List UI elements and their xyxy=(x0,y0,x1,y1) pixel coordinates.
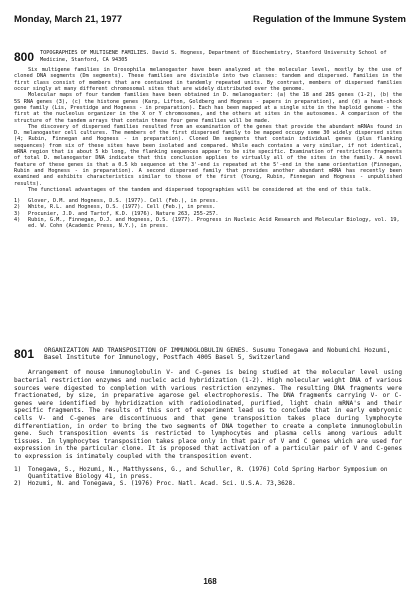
abstract-body xyxy=(14,67,402,193)
reference-number: 1) xyxy=(14,198,21,205)
abstract-body xyxy=(14,369,402,460)
abstract-paragraph: Arrangement of mouse immunoglobulin V- and C-genes is being studied at the molecular level using bacterial restriction enzymes and nucleic acid hybridization (1-2). High molecular weight DNA of various sources were digested to completion with various restriction enzymes. The resulting DNA fragments were fractionated, by size, in preparative agarose gel electrophoresis. The DNA fragments carrying V- or C-genes were identified by hybridization with radioiodinated, purified, light chain mRNA's and their specific fragments. The results of this sort of experiment lead us to conclude that in early embryonic cells V- and C-genes are discontinuous and that gene transposition takes place during lymphocyte differentiation, in order to bring the two segments of DNA together to create a complete immunoglobulin gene. Such transposition events is restricted to lymphocytes and plasma cells among various adult tissues. In lymphocytes transposition takes place only in that pair of V and C genes which are used for expression in the particular clone. It is proposed that activation of a particular pair of V and C-genes to expression is intimately coupled with the transposition event. xyxy=(14,369,402,460)
reference-number: 3) xyxy=(14,210,21,217)
reference-text: Tonegawa, S., Hozumi, N., Matthyssens, G., and Schuller, R. (1976) Cold Spring Harbor Symposium on Quantitative Biology 41, in press. xyxy=(28,465,388,480)
abstract-paragraph: The discovery of dispersed families resulted from an examination of the genes that provide the abundant mRNAs found in D. melanogaster cell cultures. The members of the first dispersed family to be mapped occupy some 30 widely dispersed sites (4; Rubin, Finnegan and Hogness - in preparation). Cloned Dm segments that contain individual genes (plus flanking sequences) from six of these sites have been isolated and compared. While each contains a very similar, if not identical, mRNA region that is about 5 kb long, the flanking sequences appear to be site specific. Examination of restriction fragments of total D. melanogaster DNA indicate that this conclusion applies to virtually all of the sites in the family. A novel feature of these genes is that a 0.5 kb sequence at the 3'-end is repeated at the 5'-end in the same orientation (Finnegan, Rubin and Hogness - in preparation). A second dispersed family that provides another abundant mRNA has recently been examined and exhibits characteristics similar to those of the first (Young, Rubin, Finnegan and Hogness - unpublished results). xyxy=(14,123,402,187)
reference-text: Hozumi, N. and Tonegawa, S. (1976) Proc. Natl. Acad. Sci. U.S.A. 73,3628. xyxy=(28,480,296,488)
abstract-number: 801 xyxy=(14,347,35,361)
header-section-title: Regulation of the Immune System xyxy=(252,14,406,25)
reference-number: 2) xyxy=(14,480,22,488)
abstract-800 xyxy=(14,50,402,230)
running-header xyxy=(14,14,406,28)
reference-list xyxy=(14,466,402,488)
reference-text: Procunier, J.D. and Tartof, K.D. (1976). Nature 263, 255-257. xyxy=(28,210,219,217)
abstract-801 xyxy=(14,347,402,488)
reference-text: Glover, D.M. and Hogness, D.S. (1977). Cell (Feb.), in press. xyxy=(28,198,219,205)
reference-list xyxy=(14,198,402,229)
page-number: 168 xyxy=(203,577,217,586)
abstract-title: TOPOGRAPHIES OF MULTIGENE FAMILIES. David S. Hogness, Department of Biochemistry, Stanford University School of Medicine, Stanford, CA 94305 xyxy=(40,50,390,63)
reference-text: Rubin, G.M., Finnegan, D.J. and Hogness, D.S. (1977). Progress in Nucleic Acid Research and Molecular Biology, vol. 19, ed. W. Cohn (Academic Press, N.Y.), in press. xyxy=(28,217,400,230)
header-date: Monday, March 21, 1977 xyxy=(14,14,123,25)
reference-item xyxy=(14,217,402,230)
abstract-paragraph: Six multigene families in Drosophila melanogaster have been analyzed at the molecular level, mostly by the use of cloned DNA segments (Dm segments). These families are divisible into two classes: tandem and dispersed. Families in the first class consist of members that are contained in tandemly repeated units. By contrast, members of dispersed families occur singly at many different chromosomal sites that are widely distributed over the genome. xyxy=(14,67,402,93)
reference-number: 2) xyxy=(14,204,21,211)
abstract-title: ORGANIZATION AND TRANSPOSITION OF IMMUNOGLOBULIN GENES. Susumu Tonegawa and Nobumichi Hozumi, Basel Institute for Immunology, Postfach 4005 Basel 5, Switzerland xyxy=(44,347,395,362)
reference-number: 4) xyxy=(14,217,21,224)
reference-text: White, R.L. and Hogness, D.S. (1977). Cell (Feb.), in press. xyxy=(28,204,216,211)
abstract-number: 800 xyxy=(14,50,35,64)
abstract-paragraph: The functional advantages of the tandem and dispersed topographies will be considered at the end of this talk. xyxy=(28,186,372,193)
reference-number: 1) xyxy=(14,465,22,473)
reference-item xyxy=(14,466,402,481)
reference-item xyxy=(14,480,402,487)
abstract-paragraph: Molecular maps of four tandem families have been obtained in D. melanogaster: (a) the 18 and 28S genes (1-2), (b) the 5S RNA genes (3), (c) the histone genes (Karp, Lifton, Goldberg and Hogness - papers in preparation), and (d) a heat-shock gene family (Lis, Prestidge and Hogness - in preparation). Each has been mapped at a single site in the haploid genome - the first at the nucleolus organizer in the X or Y chromosomes, and the others at sites in the autosomes. A comparison of the structure of the tandem arrays that contain these four gene families will be made. xyxy=(14,92,402,124)
